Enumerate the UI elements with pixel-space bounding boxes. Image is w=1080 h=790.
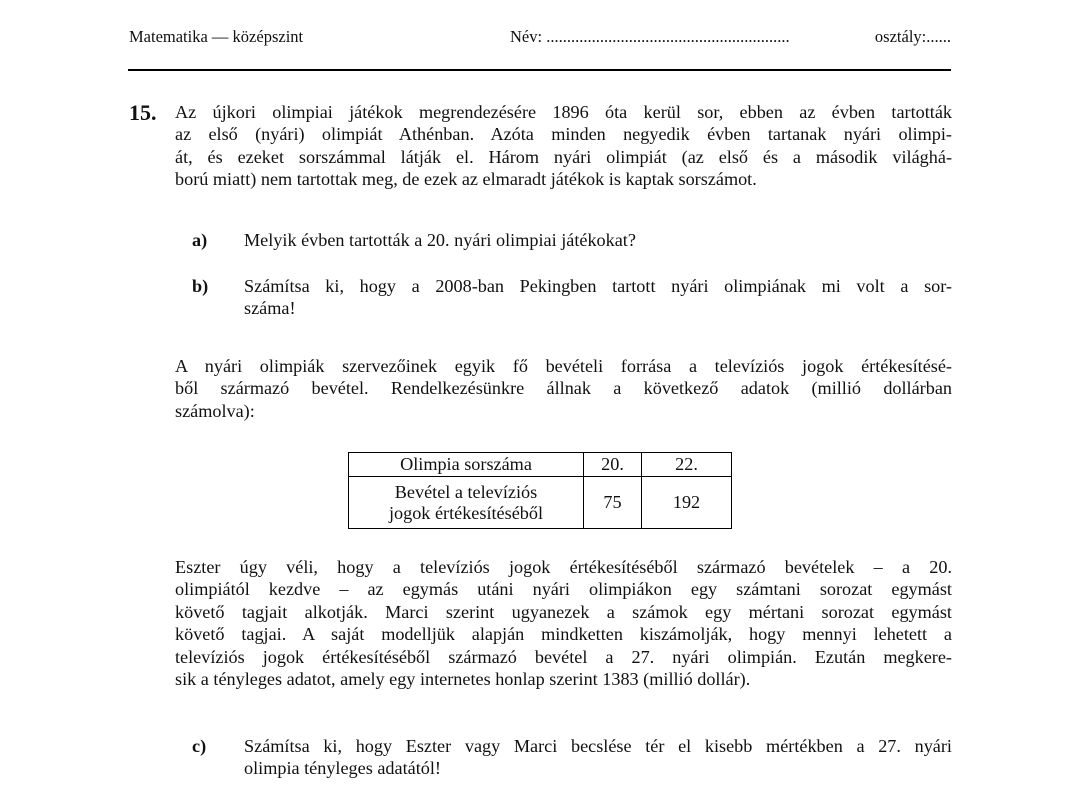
model-line: követő tagjai. A saját modelljük alapján mindketten kiszámolják, hogy mennyi lehetett a xyxy=(175,624,952,645)
subquestion-line: Számítsa ki, hogy a 2008-ban Pekingben tartott nyári olimpiának mi volt a sor- xyxy=(244,276,952,296)
model-line: követő tagjait alkotják. Marci szerint ugyanezek a számok egy mértani sorozat egymást xyxy=(175,601,952,622)
table-cell: 75 xyxy=(584,477,642,529)
subquestion-text xyxy=(244,275,952,320)
header-subject: Matematika — középszint xyxy=(129,27,304,46)
table-header-label: Olimpia sorszáma xyxy=(349,453,584,477)
revenue-paragraph xyxy=(175,355,952,422)
subquestion-label: c) xyxy=(192,736,207,756)
name-field: Név: ........................................................... xyxy=(510,27,790,46)
class-field: osztály:...... xyxy=(874,27,951,46)
table-header-cell: 20. xyxy=(584,453,642,477)
subquestion-label: b) xyxy=(192,276,209,296)
subquestion-label: a) xyxy=(192,230,208,250)
problem-intro xyxy=(175,101,952,191)
model-line: olimpiától kezdve – az egymás utáni nyári olimpiákon egy számtani sorozat egymást xyxy=(175,579,952,600)
model-line: televíziós jogok értékesítéséből származó bevétel a 27. nyári olimpián. Ezután megkere- xyxy=(175,646,952,667)
table-row-label-line: jogok értékesítéséből xyxy=(388,502,544,523)
header-divider xyxy=(128,69,951,71)
subquestion-line: Számítsa ki, hogy Eszter vagy Marci becslése tér el kisebb mértékben a 27. nyári xyxy=(244,736,952,756)
table-header-row xyxy=(349,453,732,477)
table-cell: 192 xyxy=(642,477,732,529)
subquestion-line: száma! xyxy=(244,298,296,319)
subquestion-line: Melyik évben tartották a 20. nyári olimpiai játékokat? xyxy=(244,230,636,250)
revenue-table xyxy=(348,452,732,529)
subquestion-text xyxy=(244,229,952,251)
revenue-line: ből származó bevétel. Rendelkezésünkre állnak a következő adatok (millió dollárban xyxy=(175,378,952,399)
intro-line: Az újkori olimpiai játékok megrendezésére 1896 óta kerül sor, ebben az évben tartották xyxy=(175,102,952,122)
intro-line: ború miatt) nem tartottak meg, de ezek az elmaradt játékok is kaptak sorszámot. xyxy=(175,169,757,190)
intro-line: az első (nyári) olimpiát Athénban. Azóta minden negyedik évben tartanak nyári olimpi- xyxy=(175,124,952,145)
revenue-line: számolva): xyxy=(175,400,255,421)
problem-number: 15. xyxy=(129,100,157,125)
subquestion-line: olimpia tényleges adatától! xyxy=(244,758,441,779)
intro-line: át, és ezeket sorszámmal látják el. Három nyári olimpiát (az első és a második világhá- xyxy=(175,146,952,167)
page-header xyxy=(129,27,951,51)
table-header-cell: 22. xyxy=(642,453,732,477)
model-line: Eszter úgy véli, hogy a televíziós jogok értékesítéséből származó bevételek – a 20. xyxy=(175,557,952,577)
revenue-line: A nyári olimpiák szervezőinek egyik fő bevételi forrása a televíziós jogok értékesítésé- xyxy=(175,356,952,376)
table-row-label-line: Bevétel a televíziós xyxy=(394,481,538,502)
table-row-label xyxy=(349,477,584,529)
subquestion-text xyxy=(244,735,952,780)
model-paragraph xyxy=(175,556,952,690)
table-row xyxy=(349,477,732,529)
model-line: sik a tényleges adatot, amely egy internetes honlap szerint 1383 (millió dollár). xyxy=(175,669,751,690)
